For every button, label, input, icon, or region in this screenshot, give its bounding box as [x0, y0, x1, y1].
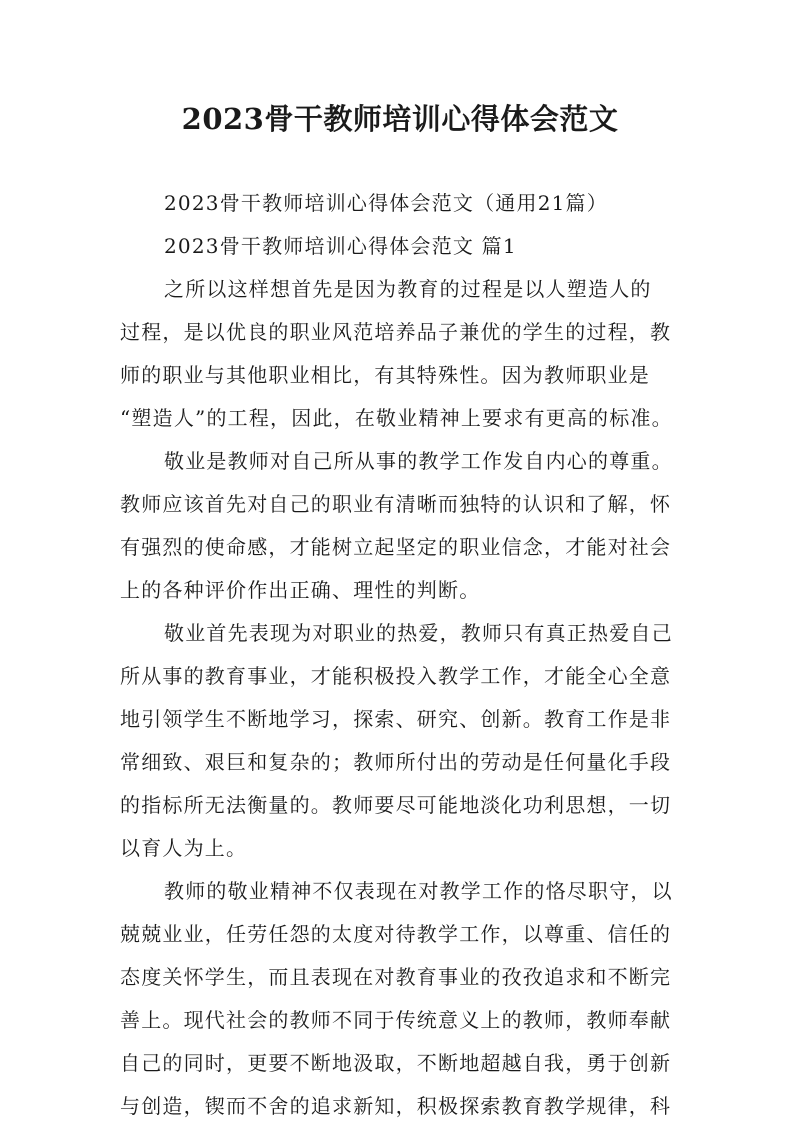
body-line: 过程，是以优良的职业风范培养品子兼优的学生的过程，教 — [120, 320, 672, 344]
body-line: 之所以这样想首先是因为教育的过程是以人塑造人的 — [164, 277, 652, 301]
body-line: 态度关怀学生，而且表现在对教育事业的孜孜追求和不断完 — [120, 965, 672, 989]
body-line: 敬业是教师对自己所从事的教学工作发自内心的尊重。 — [164, 449, 673, 473]
body-line: 2023骨干教师培训心得体会范文（通用21篇） — [164, 191, 608, 215]
body-line: 教师的敬业精神不仅表现在对教学工作的恪尽职守，以 — [164, 879, 673, 903]
body-line: 常细致、艰巨和复杂的；教师所付出的劳动是任何量化手段 — [120, 750, 672, 774]
body-line: 所从事的教育事业，才能积极投入教学工作，才能全心全意 — [120, 664, 672, 688]
body-line: 地引领学生不断地学习，探索、研究、创新。教育工作是非 — [120, 707, 672, 731]
body-line: 善上。现代社会的教师不同于传统意义上的教师，教师奉献 — [120, 1008, 672, 1032]
document-body — [120, 182, 694, 1128]
body-line: 师的职业与其他职业相比，有其特殊性。因为教师职业是 — [120, 363, 650, 387]
document-title: 2023骨干教师培训心得体会范文 — [181, 102, 619, 136]
body-line: “塑造人”的工程，因此，在敬业精神上要求有更高的标准。 — [120, 406, 673, 430]
body-line: 的指标所无法衡量的。教师要尽可能地淡化功利思想，一切 — [120, 793, 672, 817]
body-line: 以育人为上。 — [120, 836, 248, 860]
body-line: 有强烈的使命感，才能树立起坚定的职业信念，才能对社会 — [120, 535, 672, 559]
body-line: 上的各种评价作出正确、理性的判断。 — [120, 578, 481, 602]
body-line: 敬业首先表现为对职业的热爱，教师只有真正热爱自己 — [164, 621, 673, 645]
body-line: 与创造，锲而不舍的追求新知，积极探索教育教学规律，科 — [120, 1094, 672, 1118]
body-line: 自己的同时，更要不断地汲取，不断地超越自我，勇于创新 — [120, 1051, 672, 1075]
body-line: 兢兢业业，任劳任怨的太度对待教学工作，以尊重、信任的 — [120, 922, 672, 946]
body-line: 教师应该首先对自己的职业有清晰而独特的认识和了解，怀 — [120, 492, 672, 516]
body-line: 2023骨干教师培训心得体会范文 篇1 — [164, 234, 517, 258]
